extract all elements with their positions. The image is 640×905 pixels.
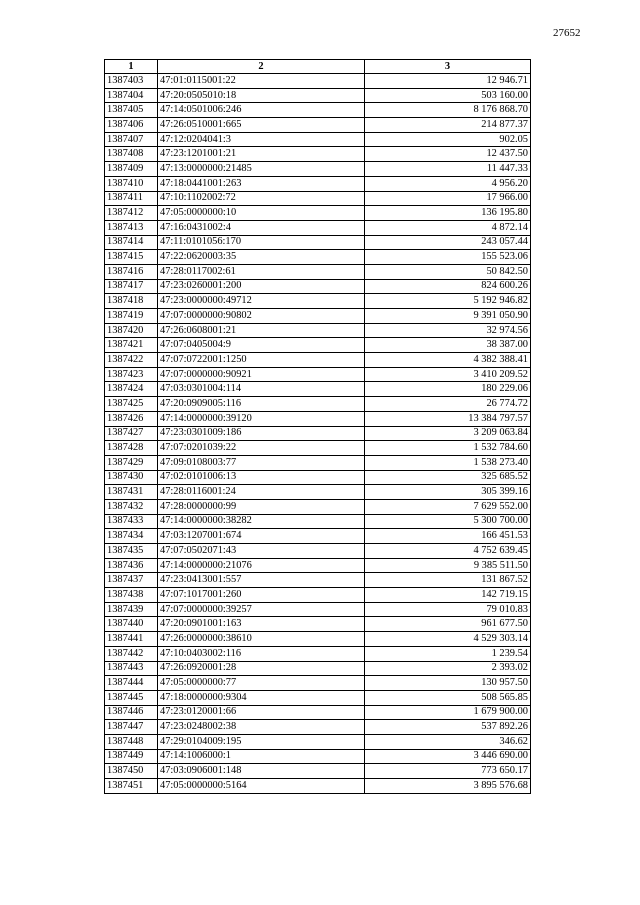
value-cell: 346.62 [365, 734, 531, 749]
cadastral-number-cell: 47:26:0000000:38610 [158, 632, 365, 647]
cadastral-number-cell: 47:18:0441001:263 [158, 176, 365, 191]
table-body [105, 74, 531, 794]
value-cell: 17 966.00 [365, 191, 531, 206]
cadastral-number-cell: 47:07:0201039:22 [158, 441, 365, 456]
cadastral-number-cell: 47:07:0722001:1250 [158, 353, 365, 368]
cadastral-number-cell: 47:18:0000000:9304 [158, 690, 365, 705]
table-row [105, 617, 531, 632]
cadastral-number-cell: 47:14:0000000:38282 [158, 514, 365, 529]
cadastral-number-cell: 47:07:0000000:90921 [158, 367, 365, 382]
row-number-cell: 1387422 [105, 353, 158, 368]
row-number-cell: 1387405 [105, 103, 158, 118]
row-number-cell: 1387439 [105, 602, 158, 617]
value-cell: 130 957.50 [365, 676, 531, 691]
value-cell: 131 867.52 [365, 573, 531, 588]
table-row [105, 764, 531, 779]
cadastral-number-cell: 47:14:0000000:39120 [158, 411, 365, 426]
value-cell: 961 677.50 [365, 617, 531, 632]
table-row [105, 309, 531, 324]
row-number-cell: 1387425 [105, 397, 158, 412]
cadastral-number-cell: 47:23:0301009:186 [158, 426, 365, 441]
cadastral-number-cell: 47:03:0906001:148 [158, 764, 365, 779]
value-cell: 4 872.14 [365, 220, 531, 235]
row-number-cell: 1387430 [105, 470, 158, 485]
cadastral-number-cell: 47:28:0117002:61 [158, 264, 365, 279]
value-cell: 12 437.50 [365, 147, 531, 162]
row-number-cell: 1387448 [105, 734, 158, 749]
table-row [105, 455, 531, 470]
row-number-cell: 1387438 [105, 588, 158, 603]
row-number-cell: 1387409 [105, 162, 158, 177]
row-number-cell: 1387428 [105, 441, 158, 456]
table-row [105, 147, 531, 162]
cadastral-number-cell: 47:12:0204041:3 [158, 132, 365, 147]
row-number-cell: 1387442 [105, 646, 158, 661]
value-cell: 325 685.52 [365, 470, 531, 485]
row-number-cell: 1387445 [105, 690, 158, 705]
cadastral-number-cell: 47:05:0000000:5164 [158, 779, 365, 794]
table-row [105, 220, 531, 235]
table-row [105, 353, 531, 368]
value-cell: 38 387.00 [365, 338, 531, 353]
value-cell: 3 895 576.68 [365, 779, 531, 794]
cadastral-number-cell: 47:23:0413001:557 [158, 573, 365, 588]
column-header-1: 1 [105, 60, 158, 74]
table-row [105, 323, 531, 338]
value-cell: 5 300 700.00 [365, 514, 531, 529]
table-row [105, 661, 531, 676]
value-cell: 1 538 273.40 [365, 455, 531, 470]
value-cell: 4 382 388.41 [365, 353, 531, 368]
cadastral-number-cell: 47:10:1102002:72 [158, 191, 365, 206]
table-row [105, 470, 531, 485]
row-number-cell: 1387450 [105, 764, 158, 779]
value-cell: 8 176 868.70 [365, 103, 531, 118]
cadastral-number-cell: 47:23:0260001:200 [158, 279, 365, 294]
cadastral-number-cell: 47:03:1207001:674 [158, 529, 365, 544]
table-row [105, 88, 531, 103]
table-row [105, 676, 531, 691]
table-row [105, 250, 531, 265]
cadastral-number-cell: 47:29:0104009:195 [158, 734, 365, 749]
table-row [105, 705, 531, 720]
cadastral-number-cell: 47:20:0909005:116 [158, 397, 365, 412]
value-cell: 9 391 050.90 [365, 309, 531, 324]
table-row [105, 588, 531, 603]
table-row [105, 162, 531, 177]
row-number-cell: 1387429 [105, 455, 158, 470]
value-cell: 32 974.56 [365, 323, 531, 338]
table-row [105, 779, 531, 794]
cadastral-number-cell: 47:01:0115001:22 [158, 74, 365, 89]
cadastral-number-cell: 47:23:0000000:49712 [158, 294, 365, 309]
table-row [105, 397, 531, 412]
row-number-cell: 1387443 [105, 661, 158, 676]
column-header-3: 3 [365, 60, 531, 74]
value-cell: 142 719.15 [365, 588, 531, 603]
table-row [105, 367, 531, 382]
row-number-cell: 1387420 [105, 323, 158, 338]
value-cell: 824 600.26 [365, 279, 531, 294]
cadastral-number-cell: 47:13:0000000:21485 [158, 162, 365, 177]
value-cell: 136 195.80 [365, 206, 531, 221]
value-cell: 155 523.06 [365, 250, 531, 265]
cadastral-number-cell: 47:05:0000000:77 [158, 676, 365, 691]
row-number-cell: 1387410 [105, 176, 158, 191]
table-row [105, 734, 531, 749]
value-cell: 166 451.53 [365, 529, 531, 544]
value-cell: 180 229.06 [365, 382, 531, 397]
row-number-cell: 1387416 [105, 264, 158, 279]
table-row [105, 690, 531, 705]
value-cell: 214 877.37 [365, 118, 531, 133]
table-row [105, 426, 531, 441]
row-number-cell: 1387404 [105, 88, 158, 103]
row-number-cell: 1387424 [105, 382, 158, 397]
cadastral-number-cell: 47:20:0901001:163 [158, 617, 365, 632]
cadastral-number-cell: 47:14:0000000:21076 [158, 558, 365, 573]
value-cell: 9 385 511.50 [365, 558, 531, 573]
cadastral-number-cell: 47:09:0108003:77 [158, 455, 365, 470]
table-row [105, 264, 531, 279]
table-row [105, 573, 531, 588]
value-cell: 902.05 [365, 132, 531, 147]
cadastral-number-cell: 47:07:0502071:43 [158, 544, 365, 559]
table-row [105, 514, 531, 529]
cadastral-number-cell: 47:03:0301004:114 [158, 382, 365, 397]
value-cell: 13 384 797.57 [365, 411, 531, 426]
row-number-cell: 1387406 [105, 118, 158, 133]
table-row [105, 132, 531, 147]
row-number-cell: 1387403 [105, 74, 158, 89]
cadastral-number-cell: 47:20:0505010:18 [158, 88, 365, 103]
value-cell: 1 679 900.00 [365, 705, 531, 720]
cadastral-number-cell: 47:26:0920001:28 [158, 661, 365, 676]
column-header-2: 2 [158, 60, 365, 74]
page-number: 27652 [553, 27, 581, 39]
cadastral-number-cell: 47:26:0608001:21 [158, 323, 365, 338]
row-number-cell: 1387412 [105, 206, 158, 221]
table-row [105, 118, 531, 133]
cadastral-number-cell: 47:22:0620003:35 [158, 250, 365, 265]
table-row [105, 191, 531, 206]
row-number-cell: 1387436 [105, 558, 158, 573]
row-number-cell: 1387431 [105, 485, 158, 500]
value-cell: 3 209 063.84 [365, 426, 531, 441]
cadastral-number-cell: 47:23:0120001:66 [158, 705, 365, 720]
cadastral-number-cell: 47:07:0405004:9 [158, 338, 365, 353]
row-number-cell: 1387418 [105, 294, 158, 309]
row-number-cell: 1387446 [105, 705, 158, 720]
row-number-cell: 1387413 [105, 220, 158, 235]
value-cell: 243 057.44 [365, 235, 531, 250]
value-cell: 7 629 552.00 [365, 499, 531, 514]
row-number-cell: 1387419 [105, 309, 158, 324]
table-row [105, 632, 531, 647]
table-row [105, 235, 531, 250]
row-number-cell: 1387414 [105, 235, 158, 250]
table-row [105, 544, 531, 559]
value-cell: 50 842.50 [365, 264, 531, 279]
value-cell: 4 956.20 [365, 176, 531, 191]
table-row [105, 74, 531, 89]
cadastral-number-cell: 47:07:1017001:260 [158, 588, 365, 603]
table-row [105, 646, 531, 661]
table-row [105, 529, 531, 544]
value-cell: 1 239.54 [365, 646, 531, 661]
cadastral-number-cell: 47:07:0000000:39257 [158, 602, 365, 617]
value-cell: 5 192 946.82 [365, 294, 531, 309]
table-row [105, 441, 531, 456]
value-cell: 12 946.71 [365, 74, 531, 89]
table-row [105, 103, 531, 118]
row-number-cell: 1387421 [105, 338, 158, 353]
table-row [105, 279, 531, 294]
value-cell: 1 532 784.60 [365, 441, 531, 456]
row-number-cell: 1387433 [105, 514, 158, 529]
row-number-cell: 1387408 [105, 147, 158, 162]
row-number-cell: 1387444 [105, 676, 158, 691]
row-number-cell: 1387441 [105, 632, 158, 647]
table-row [105, 206, 531, 221]
row-number-cell: 1387415 [105, 250, 158, 265]
value-cell: 79 010.83 [365, 602, 531, 617]
table-row [105, 411, 531, 426]
cadastral-number-cell: 47:07:0000000:90802 [158, 309, 365, 324]
row-number-cell: 1387426 [105, 411, 158, 426]
table-row [105, 176, 531, 191]
row-number-cell: 1387435 [105, 544, 158, 559]
value-cell: 305 399.16 [365, 485, 531, 500]
row-number-cell: 1387440 [105, 617, 158, 632]
value-cell: 2 393.02 [365, 661, 531, 676]
row-number-cell: 1387451 [105, 779, 158, 794]
table-row [105, 294, 531, 309]
cadastral-number-cell: 47:14:0501006:246 [158, 103, 365, 118]
cadastral-number-cell: 47:16:0431002:4 [158, 220, 365, 235]
cadastral-number-cell: 47:05:0000000:10 [158, 206, 365, 221]
cadastral-number-cell: 47:10:0403002:116 [158, 646, 365, 661]
row-number-cell: 1387449 [105, 749, 158, 764]
value-cell: 503 160.00 [365, 88, 531, 103]
table-row [105, 338, 531, 353]
cadastral-number-cell: 47:02:0101006:13 [158, 470, 365, 485]
cadastral-number-cell: 47:28:0116001:24 [158, 485, 365, 500]
value-cell: 3 446 690.00 [365, 749, 531, 764]
value-cell: 508 565.85 [365, 690, 531, 705]
row-number-cell: 1387447 [105, 720, 158, 735]
cadastral-number-cell: 47:23:1201001:21 [158, 147, 365, 162]
cadastral-number-cell: 47:23:0248002:38 [158, 720, 365, 735]
value-cell: 773 650.17 [365, 764, 531, 779]
table-row [105, 749, 531, 764]
table-row [105, 558, 531, 573]
row-number-cell: 1387434 [105, 529, 158, 544]
row-number-cell: 1387411 [105, 191, 158, 206]
table-row [105, 382, 531, 397]
value-cell: 11 447.33 [365, 162, 531, 177]
cadastral-number-cell: 47:26:0510001:665 [158, 118, 365, 133]
table-row [105, 485, 531, 500]
row-number-cell: 1387423 [105, 367, 158, 382]
row-number-cell: 1387432 [105, 499, 158, 514]
cadastral-value-table [104, 59, 531, 794]
cadastral-number-cell: 47:11:0101056:170 [158, 235, 365, 250]
value-cell: 537 892.26 [365, 720, 531, 735]
row-number-cell: 1387407 [105, 132, 158, 147]
cadastral-number-cell: 47:28:0000000:99 [158, 499, 365, 514]
row-number-cell: 1387437 [105, 573, 158, 588]
table-row [105, 499, 531, 514]
value-cell: 3 410 209.52 [365, 367, 531, 382]
row-number-cell: 1387417 [105, 279, 158, 294]
value-cell: 4 529 303.14 [365, 632, 531, 647]
row-number-cell: 1387427 [105, 426, 158, 441]
cadastral-number-cell: 47:14:1006000:1 [158, 749, 365, 764]
table-row [105, 720, 531, 735]
table-header-row [105, 60, 531, 74]
value-cell: 26 774.72 [365, 397, 531, 412]
table-row [105, 602, 531, 617]
value-cell: 4 752 639.45 [365, 544, 531, 559]
